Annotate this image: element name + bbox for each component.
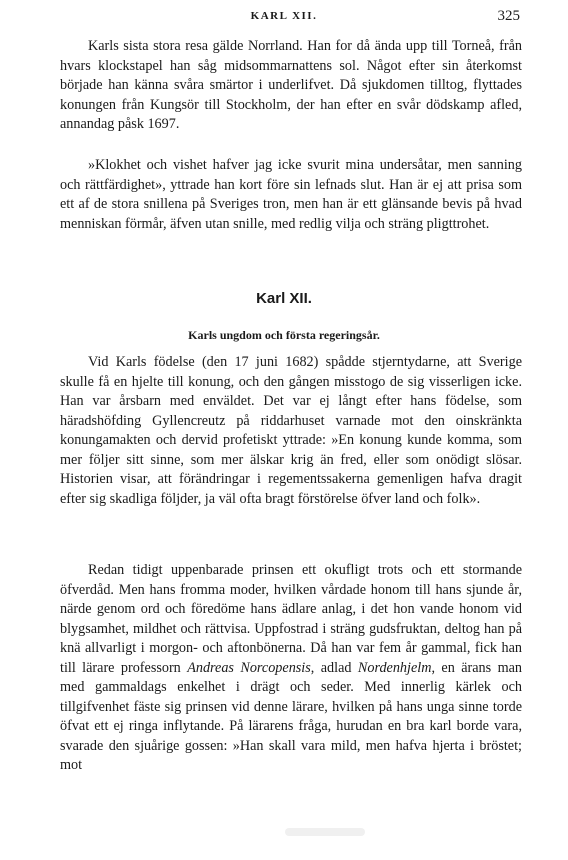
ennobled-name: Nordenhjelm [357, 659, 432, 676]
paragraph-block-4 [60, 561, 522, 776]
paragraph [60, 561, 522, 776]
chapter-subtitle: Karls ungdom och första regeringsår. [188, 328, 380, 342]
paragraph: »Klokhet och vishet hafver jag icke svurit mina undersåtar, men sanning och rättfärdighet», yttrade han kort före sin lefnads slut. Han är ej att prisa som ett af de stora snillena på Sveriges tron, men han är ett glänsande bevis på hvad menniskan förmår, äfven utan snille, med redlig vilja och sträng pligttrohet. [60, 157, 522, 232]
paragraph: Vid Karls födelse (den 17 juni 1682) spådde stjerntydarne, att Sverige skulle få en hjelte till konung, och den gången misstogo de sig visserligen icke. Han var årsbarn med enväldet. Det var ej långt efter hans födelse, som häradshöfding Gyllencreutz på riddarhuset varnade mot den oinskränkta konungamakten och dervid profetiskt yttrade: »En konung kunde komma, som mer följer sitt sinne, som mer älskar krig än fred, eller som onödigt slösar. Historien visar, att förändringar i regementssakerna gemenligen hafva dragit efter sig skadliga följder, ja väl ofta bragt förstörelse öfver land och folk». [60, 354, 522, 507]
text-run: , adlad [310, 659, 358, 676]
running-head: KARL XII. [250, 10, 318, 22]
paragraph-block-2 [60, 156, 522, 234]
chapter-title: Karl XII. [256, 290, 312, 307]
text-run: , en ärans man med gammaldags enkelhet i drägt och seder. Med innerlig kärlek och tillgifvenhet fäste sig prinsen vid denne lärare, hvilken på hans unga sinne torde öfvat ett ej ringa inflytande. På lärarens fråga, hurudan en bra karl borde vara, svarade den sjuårige gossen: »Han skall vara mild, men hafva hjerta i bröstet; mot [60, 659, 522, 773]
paragraph: Karls sista stora resa gälde Norrland. Han for då ända upp till Torneå, från hvars klockstapel han såg midsommarnattens sol. Något efter sin återkomst började han känna svåra smärtor i underlifvet. Då sjukdomen tilltog, flyttades konungen från Kungsör till Stockholm, der han efter en svår dödskamp afled, annandag påsk 1697. [60, 38, 522, 132]
paragraph-block-1 [60, 37, 522, 135]
teacher-name: Andreas Norcopensis [187, 659, 311, 676]
page-number: 325 [497, 8, 520, 24]
text-run: Redan tidigt uppenbarade prinsen ett okufligt trots och ett stormande öfverdåd. Men hans fromma moder, hvilken vårdade honom till hans sjunde år, närde genom ord och föredöme hans ädlare anlag, i det hon vande honom vid blygsamhet, mildhet och rättvisa. Uppfostrad i sträng gudsfruktan, deltog han på knä allvarligt i morgon- och aftonbönerna. Då han var fem år gammal, fick han till lärare professorn [60, 562, 522, 676]
paragraph-block-3 [60, 353, 522, 509]
page-header [0, 8, 568, 26]
scan-smudge [285, 828, 365, 836]
